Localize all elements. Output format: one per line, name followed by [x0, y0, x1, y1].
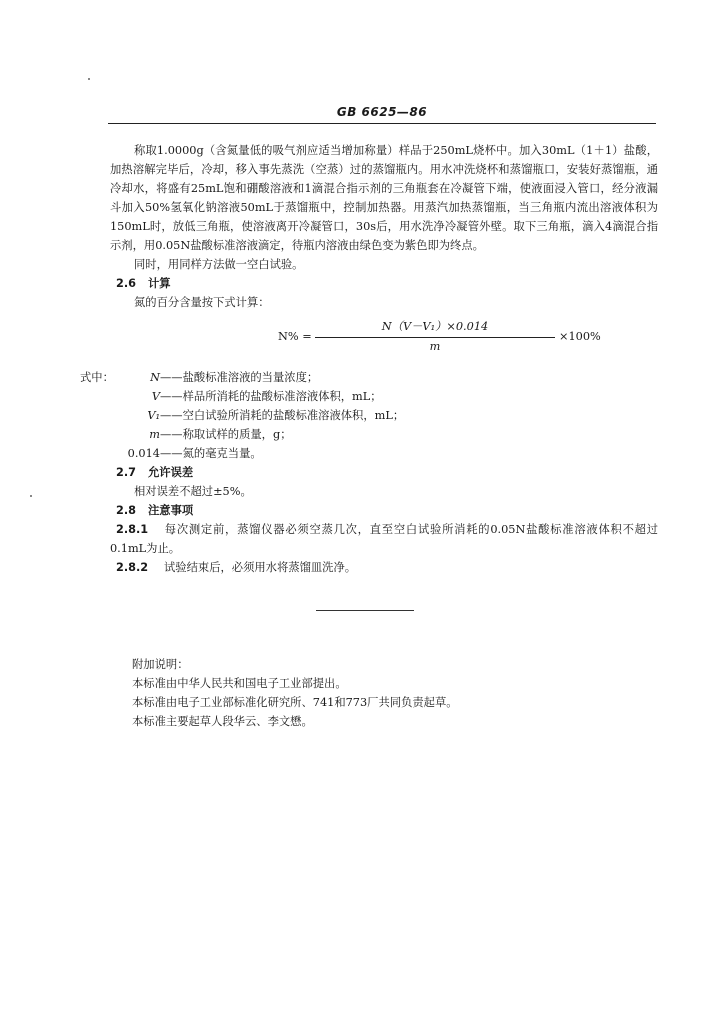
- section-number: 2.6: [116, 277, 137, 290]
- scan-speck: [88, 78, 90, 80]
- section-heading-2-6: [116, 274, 658, 293]
- variable-symbol: m: [149, 428, 160, 441]
- variable-desc: ——空白试验所消耗的盐酸标准溶液体积，mL；: [160, 409, 405, 422]
- variable-desc: ——称取试样的质量，g；: [160, 428, 292, 441]
- section-number: 2.7: [116, 466, 137, 479]
- formula-rhs: ×100%: [559, 330, 601, 343]
- section-separator: [316, 610, 414, 611]
- notes-title: 附加说明：: [132, 658, 189, 671]
- variable-desc: ——盐酸标准溶液的当量浓度；: [160, 371, 319, 384]
- formula-fraction: [315, 318, 555, 353]
- formula-denominator: m: [429, 340, 441, 353]
- note-text: 每次测定前，蒸馏仪器必须空蒸几次，直至空白试验所消耗的0.05N盐酸标准溶液体积不超过0.1mL为止。: [110, 523, 658, 555]
- page-header: [108, 103, 656, 125]
- notes-line: 本标准主要起草人段华云、李文懋。: [132, 715, 313, 728]
- additional-notes: [132, 655, 652, 731]
- fraction-bar: [315, 337, 555, 338]
- formula-lhs: N% =: [278, 330, 312, 343]
- note-number: 2.8.1: [116, 523, 149, 536]
- variable-row: [80, 387, 658, 406]
- variable-symbol: N: [150, 371, 160, 384]
- variable-row: [80, 444, 658, 463]
- notes-line: 本标准由中华人民共和国电子工业部提出。: [132, 677, 347, 690]
- calculation-intro: 氮的百分含量按下式计算：: [134, 296, 270, 309]
- section-title: 计算: [148, 276, 171, 290]
- variable-row: [80, 406, 658, 425]
- variable-row: [80, 368, 658, 387]
- variable-symbol: V: [151, 390, 160, 403]
- nitrogen-formula: [110, 318, 658, 360]
- note-item: [110, 520, 658, 558]
- header-rule: [108, 123, 656, 124]
- formula-numerator: N（V－V₁）×0.014: [381, 320, 489, 333]
- variable-definitions: [80, 368, 658, 463]
- variable-row: [80, 425, 658, 444]
- note-text: 试验结束后，必须用水将蒸馏皿洗净。: [164, 561, 357, 574]
- section-heading-2-7: [116, 463, 658, 482]
- variable-symbol: 0.014: [127, 447, 160, 460]
- variable-desc: ——氮的毫克当量。: [160, 447, 262, 460]
- variable-desc: ——样品所消耗的盐酸标准溶液体积，mL；: [160, 390, 382, 403]
- scan-speck: [30, 495, 32, 497]
- procedure-paragraph: 称取1.0000g（含氮量低的吸气剂应适当增加称量）样品于250mL烧杯中。加入30mL（1＋1）盐酸，加热溶解完毕后，冷却，移入事先蒸洗（空蒸）过的蒸馏瓶内。用水冲洗烧杯和蒸馏瓶口，安装好蒸馏瓶，通冷却水，将盛有25mL饱和硼酸溶液和1滴混合指示剂的三角瓶套在冷凝管下端，使液面浸入管口，经分液漏斗加入50%氢氧化钠溶液50mL于蒸馏瓶中，控制加热器。用蒸汽加热蒸馏瓶，当三角瓶内流出溶液体积为150mL时，放低三角瓶，使溶液离开冷凝管口，30s后，用水洗净冷凝管外壁。取下三角瓶，滴入4滴混合指示剂，用0.05N盐酸标准溶液滴定，待瓶内溶液由绿色变为紫色即为终点。: [110, 144, 658, 252]
- note-number: 2.8.2: [116, 561, 149, 574]
- document-body: [80, 141, 658, 577]
- section-heading-2-8: [116, 501, 658, 520]
- standard-number: GB 6625—86: [336, 105, 428, 119]
- section-title: 注意事项: [148, 503, 194, 517]
- section-title: 允许误差: [148, 465, 194, 479]
- note-item: [110, 558, 658, 577]
- blank-test-paragraph: 同时，用同样方法做一空白试验。: [134, 258, 304, 271]
- variable-symbol: V₁: [147, 409, 160, 422]
- tolerance-text: 相对误差不超过±5%。: [134, 485, 252, 498]
- where-lead: 式中：: [80, 371, 114, 384]
- notes-line: 本标准由电子工业部标准化研究所、741和773厂共同负责起草。: [132, 696, 458, 709]
- section-number: 2.8: [116, 504, 137, 517]
